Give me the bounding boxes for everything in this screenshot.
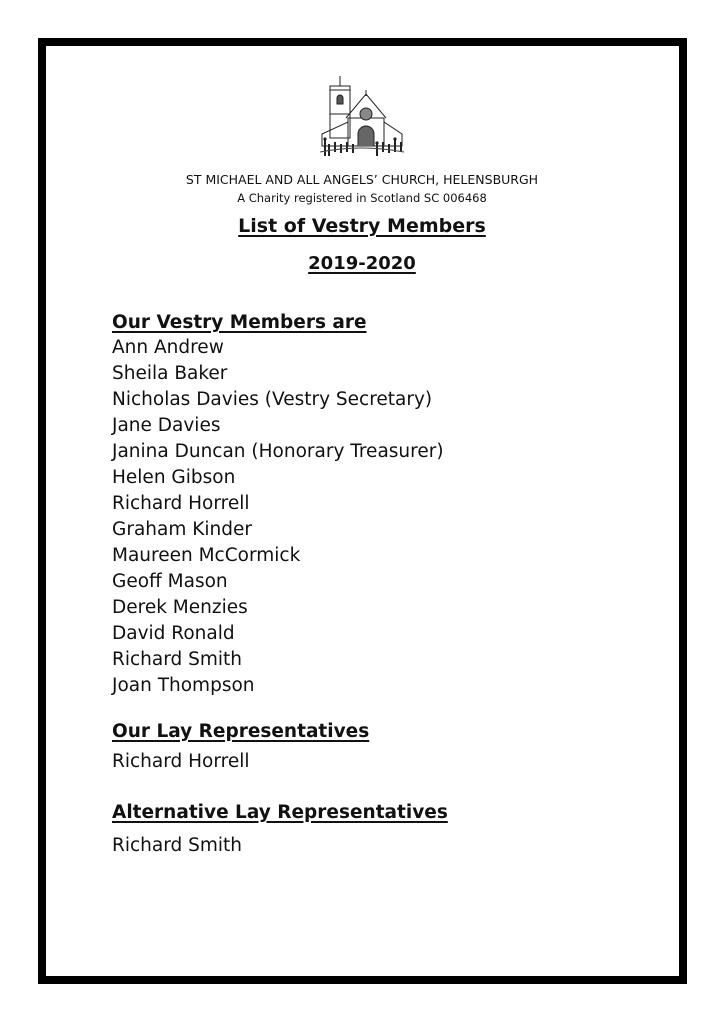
alternative-lay-representatives-heading: Alternative Lay Representatives [112, 802, 448, 823]
charity-registration: A Charity registered in Scotland SC 006468 [237, 191, 487, 205]
member-item: David Ronald [112, 623, 235, 644]
member-item: Helen Gibson [112, 467, 236, 488]
member-item: Ann Andrew [112, 337, 224, 358]
vestry-members-list [112, 335, 444, 699]
member-item: Derek Menzies [112, 597, 248, 618]
member-item: Richard Horrell [112, 493, 250, 514]
vestry-members-heading: Our Vestry Members are [112, 312, 367, 333]
alternative-lay-representative-name: Richard Smith [112, 835, 243, 856]
document-title: List of Vestry Members [238, 215, 486, 237]
lay-representative-name: Richard Horrell [112, 751, 250, 772]
lay-representatives-heading: Our Lay Representatives [112, 721, 370, 742]
member-item: Janina Duncan (Honorary Treasurer) [112, 441, 444, 462]
document-year: 2019-2020 [308, 253, 416, 274]
member-item: Sheila Baker [112, 363, 228, 384]
member-item: Richard Smith [112, 649, 243, 670]
organization-name: ST MICHAEL AND ALL ANGELS’ CHURCH, HELENSBURGH [185, 172, 539, 187]
member-item: Nicholas Davies (Vestry Secretary) [112, 389, 433, 410]
member-item: Maureen McCormick [112, 545, 301, 566]
member-item: Jane Davies [112, 415, 221, 436]
member-item: Geoff Mason [112, 571, 228, 592]
member-item: Joan Thompson [112, 675, 255, 696]
church-illustration-logo [318, 74, 406, 164]
member-item: Graham Kinder [112, 519, 252, 540]
